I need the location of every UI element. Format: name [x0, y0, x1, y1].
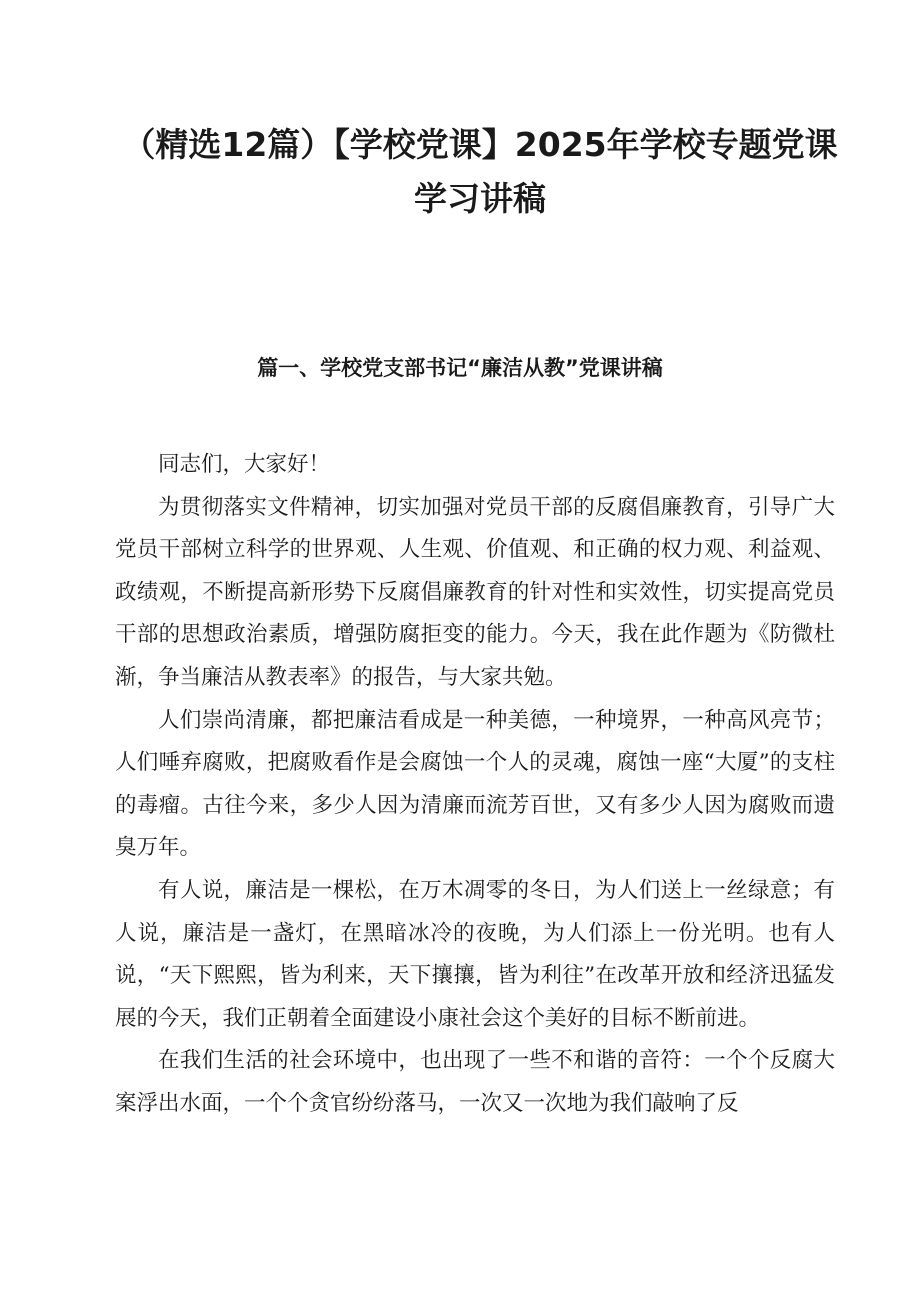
body-text	[115, 444, 835, 1126]
paragraph: 在我们生活的社会环境中，也出现了一些不和谐的音符：一个个反腐大案浮出水面，一个个贪官纷纷落马，一次又一次地为我们敲响了反	[115, 1048, 835, 1116]
document-title-line: 学习讲稿	[414, 179, 546, 218]
paragraph-greeting: 同志们，大家好！	[158, 452, 331, 477]
document-title	[100, 118, 860, 226]
section-title: 篇一、学校党支部书记“廉洁从教”党课讲稿	[257, 356, 663, 380]
paragraph: 为贯彻落实文件精神，切实加强对党员干部的反腐倡廉教育，引导广大党员干部树立科学的世界观、人生观、价值观、和正确的权力观、利益观、政绩观，不断提高新形势下反腐倡廉教育的针对性和实效性，切实提高党员干部的思想政治素质，增强防腐拒变的能力。今天，我在此作题为《防微杜渐，争当廉洁从教表率》的报告，与大家共勉。	[115, 494, 835, 690]
paragraph: 人们崇尚清廉，都把廉洁看成是一种美德，一种境界，一种高风亮节；人们唾弃腐败，把腐败看作是会腐蚀一个人的灵魂，腐蚀一座“大厦”的支柱的毒瘤。古往今来，多少人因为清廉而流芳百世，又有多少人因为腐败而遗臭万年。	[115, 707, 835, 861]
document-title-line: （精选12篇）【学校党课】2025年学校专题党课	[122, 125, 838, 164]
paragraph: 有人说，廉洁是一棵松，在万木凋零的冬日，为人们送上一丝绿意；有人说，廉洁是一盏灯，在黑暗冰冷的夜晚，为人们添上一份光明。也有人说，“天下熙熙，皆为利来，天下攘攘，皆为利往”在改革开放和经济迅猛发展的今天，我们正朝着全面建设小康社会这个美好的目标不断前进。	[115, 877, 835, 1031]
